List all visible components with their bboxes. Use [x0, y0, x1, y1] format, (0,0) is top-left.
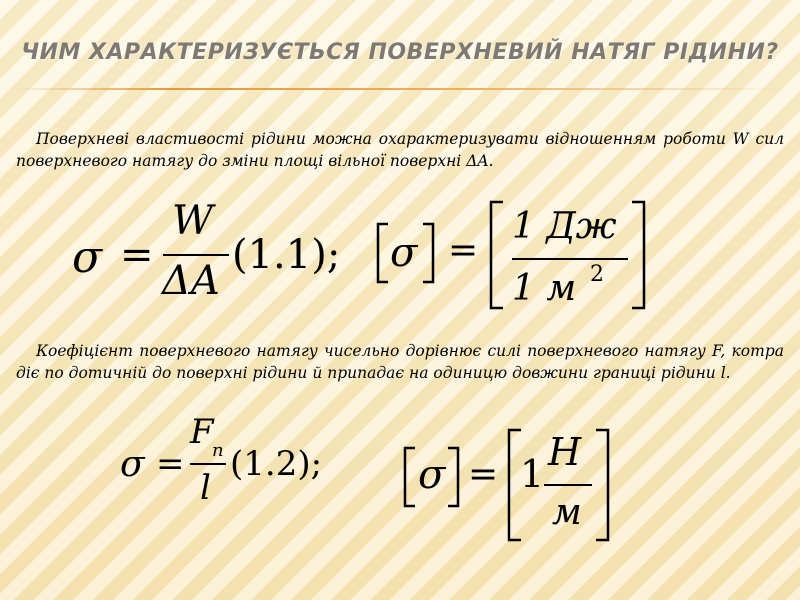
unit-denominator: м: [552, 492, 582, 533]
right-square-bracket-large: [630, 200, 648, 310]
sigma-symbol: σ: [72, 232, 103, 283]
numerator-subscript: n: [212, 440, 224, 461]
unit-coefficient: 1: [520, 452, 545, 496]
fraction-denominator: ΔA: [162, 258, 220, 304]
unit-exponent: 2: [590, 262, 604, 287]
paragraph-surface-properties: Поверхневі властивості рідини можна охарактеризувати відношенням роботи W сил поверхневого натягу до зміни площі вільної поверхні ΔA.: [16, 129, 784, 170]
unit-numerator: 1 Дж: [512, 206, 617, 247]
fraction-bar: [544, 484, 592, 486]
right-square-bracket: [446, 446, 462, 508]
fraction-numerator: W: [172, 198, 214, 244]
equals-sign: =: [156, 444, 185, 484]
right-square-bracket: [421, 222, 437, 284]
fraction-bar: [163, 254, 229, 256]
fraction-denominator: l: [200, 468, 211, 508]
equals-sign: =: [448, 230, 479, 271]
left-square-bracket-large: [487, 200, 505, 310]
equation-label: (1.2);: [230, 444, 323, 484]
title-divider: [12, 88, 788, 90]
paragraph-surface-tension-coefficient: Коефіцієнт поверхневого натягу чисельно дорівнює силі поверхневого натягу F, котра діє по дотичній до поверхні рідини й припадає на одиницю довжини границі рідини l.: [16, 341, 784, 382]
left-square-bracket: [401, 446, 417, 508]
equals-sign: =: [468, 454, 499, 495]
fraction-bar: [512, 258, 628, 260]
equals-sign: =: [120, 232, 154, 278]
left-square-bracket: [374, 222, 390, 284]
slide-title: ЧИМ ХАРАКТЕРИЗУЄТЬСЯ ПОВЕРХНЕВИЙ НАТЯГ РІДИНИ?: [21, 40, 779, 65]
equation-label: (1.1);: [232, 232, 341, 278]
unit-numerator: H: [548, 430, 582, 474]
sigma-symbol: σ: [390, 230, 418, 276]
sigma-symbol: σ: [418, 452, 446, 498]
fraction-numerator: F: [190, 412, 214, 452]
right-square-bracket-large: [594, 428, 612, 542]
unit-denominator: 1 м: [512, 268, 577, 309]
sigma-symbol: σ: [120, 444, 145, 485]
fraction-bar: [190, 463, 226, 465]
